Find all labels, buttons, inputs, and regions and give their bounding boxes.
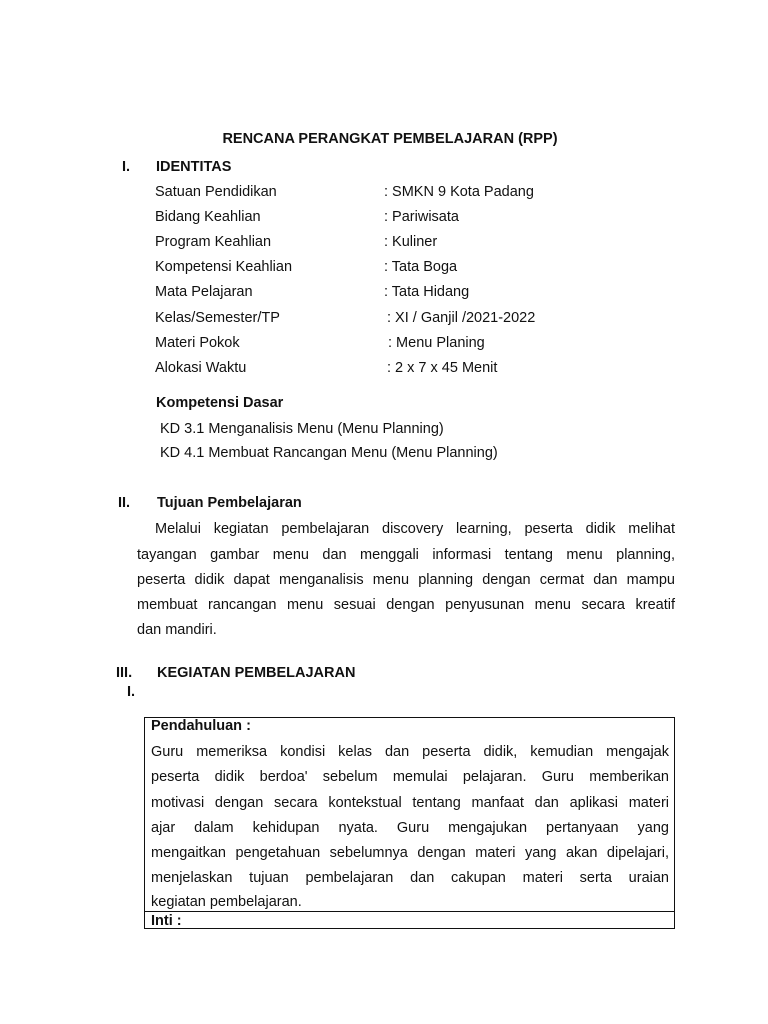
field-label: Program Keahlian bbox=[155, 234, 272, 250]
paragraph-line: membuat rancangan menu sesuai dengan penyusunan menu secara kreatif bbox=[137, 597, 675, 613]
section-1-number: I. bbox=[122, 159, 131, 175]
activities-table bbox=[144, 717, 675, 929]
field-label: Alokasi Waktu bbox=[155, 360, 247, 376]
paragraph-line: Melalui kegiatan pembelajaran discovery learning, peserta didik melihat bbox=[155, 521, 675, 537]
field-value: : XI / Ganjil /2021-2022 bbox=[387, 310, 536, 326]
section-1-heading: IDENTITAS bbox=[156, 159, 232, 175]
field-value: : SMKN 9 Kota Padang bbox=[384, 184, 534, 200]
table-line: mengaitkan pengetahuan sebelumnya dengan materi yang akan dipelajari, bbox=[151, 845, 669, 861]
table-line: menjelaskan tujuan pembelajaran dan cakupan materi serta uraian bbox=[151, 870, 669, 886]
section-3-sub-number: I. bbox=[127, 684, 136, 700]
field-value: : Kuliner bbox=[384, 234, 438, 250]
table-line: Guru memeriksa kondisi kelas dan peserta didik, kemudian mengajak bbox=[151, 744, 669, 760]
section-3-heading: KEGIATAN PEMBELAJARAN bbox=[157, 665, 356, 681]
table-line: kegiatan pembelajaran. bbox=[151, 894, 302, 910]
paragraph-line: dan mandiri. bbox=[137, 622, 217, 638]
table-line: ajar dalam kehidupan nyata. Guru mengajukan pertanyaan yang bbox=[151, 820, 669, 836]
table-divider bbox=[145, 911, 674, 912]
section-2-number: II. bbox=[118, 495, 131, 511]
section-2-heading: Tujuan Pembelajaran bbox=[157, 495, 302, 511]
field-value: : Pariwisata bbox=[384, 209, 459, 225]
section-3-number: III. bbox=[116, 665, 133, 681]
field-label: Satuan Pendidikan bbox=[155, 184, 277, 200]
paragraph-line: peserta didik dapat menganalisis menu planning dengan cermat dan mampu bbox=[137, 572, 675, 588]
kd-heading: Kompetensi Dasar bbox=[156, 395, 284, 411]
document-title: RENCANA PERANGKAT PEMBELAJARAN (RPP) bbox=[222, 131, 558, 147]
field-value: : Tata Boga bbox=[384, 259, 458, 275]
field-value: : Tata Hidang bbox=[384, 284, 470, 300]
kd-item: KD 3.1 Menganalisis Menu (Menu Planning) bbox=[160, 421, 444, 437]
pendahuluan-label: Pendahuluan : bbox=[151, 718, 251, 734]
table-line: peserta didik berdoa' sebelum memulai pelajaran. Guru memberikan bbox=[151, 769, 669, 785]
paragraph-line: tayangan gambar menu dan menggali informasi tentang menu planning, bbox=[137, 547, 675, 563]
field-label: Bidang Keahlian bbox=[155, 209, 261, 225]
field-value: : Menu Planing bbox=[388, 335, 485, 351]
field-label: Kompetensi Keahlian bbox=[155, 259, 293, 275]
table-line: motivasi dengan secara kontekstual tentang manfaat dan aplikasi materi bbox=[151, 795, 669, 811]
field-value: : 2 x 7 x 45 Menit bbox=[387, 360, 498, 376]
kd-item: KD 4.1 Membuat Rancangan Menu (Menu Planning) bbox=[160, 445, 498, 461]
inti-label: Inti : bbox=[151, 913, 182, 929]
field-label: Materi Pokok bbox=[155, 335, 240, 351]
field-label: Kelas/Semester/TP bbox=[155, 310, 280, 326]
field-label: Mata Pelajaran bbox=[155, 284, 253, 300]
